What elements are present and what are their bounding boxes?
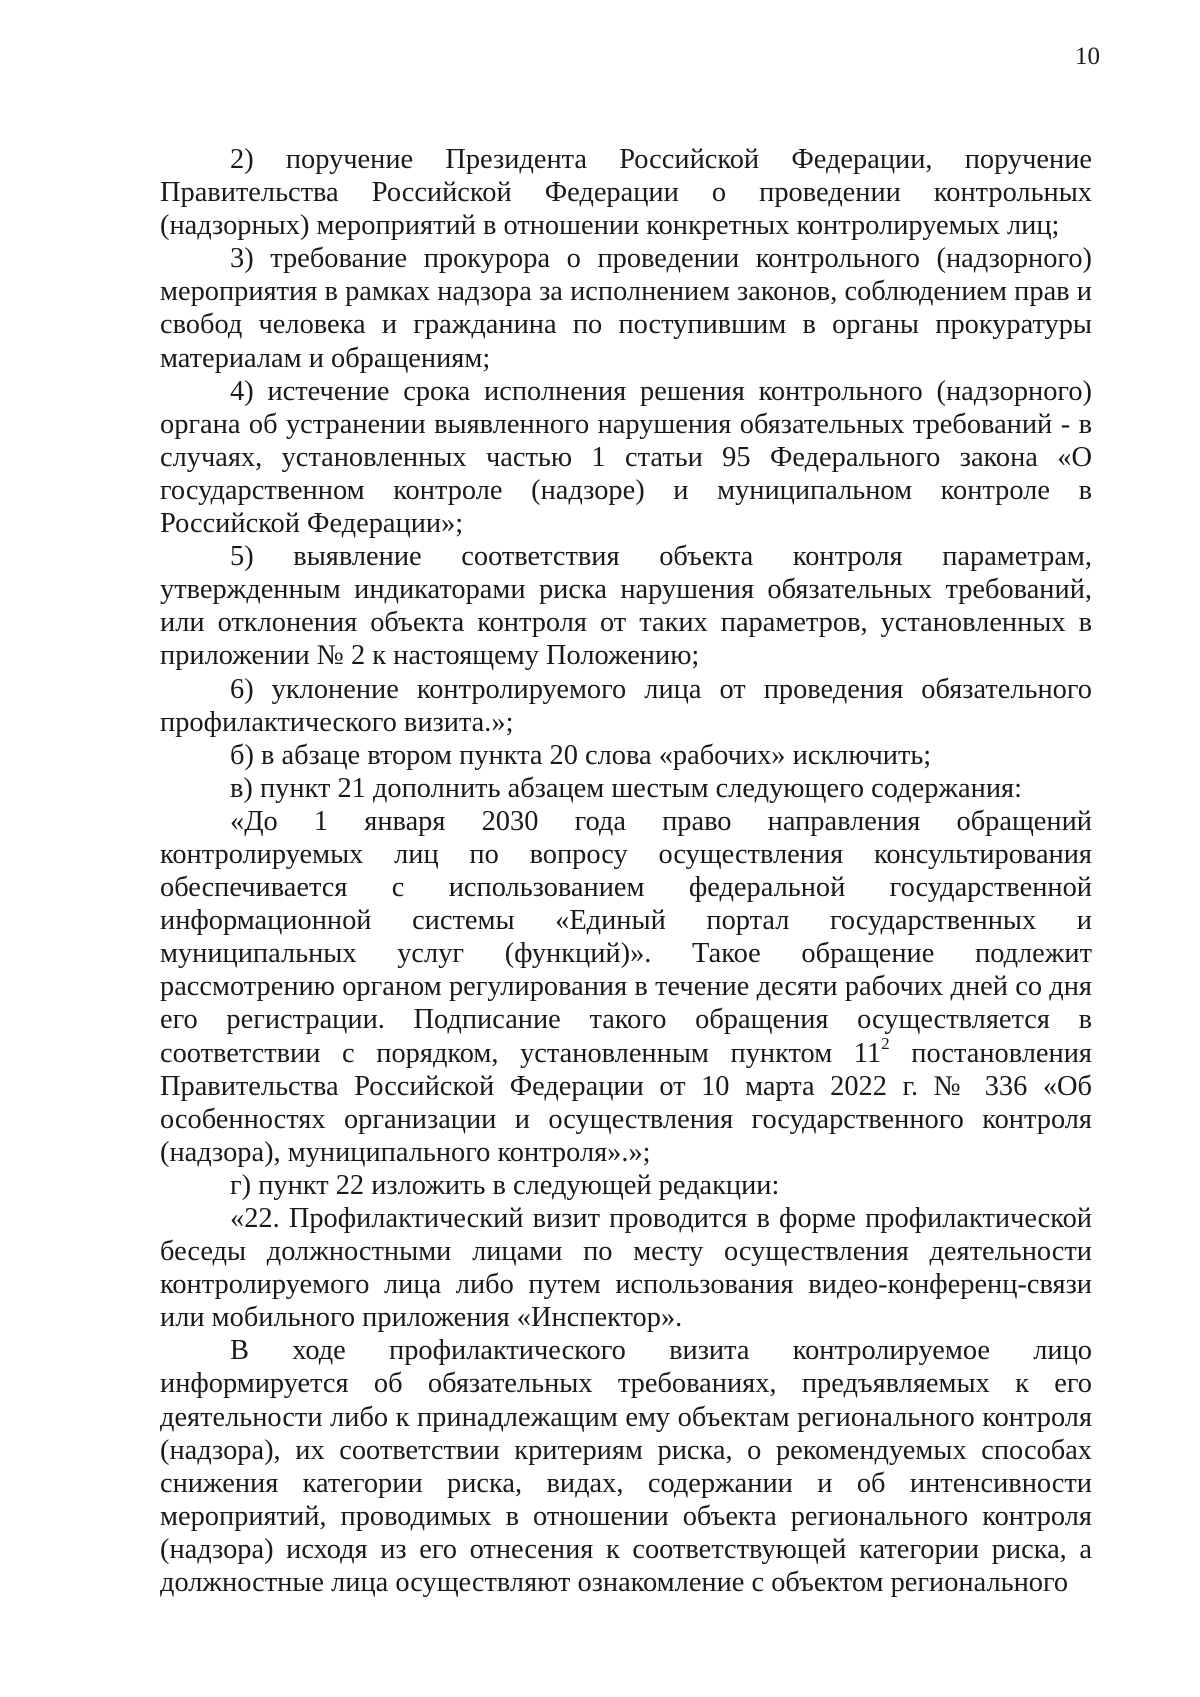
paragraph-visit-details: В ходе профилактического визита контролируемое лицо информируется об обязательных требованиях, предъявляемых к его деятельности либо к принадлежащим ему объектам регионального контроля (надзора), их соответствии критериям риска, о рекомендуемых способах снижения категории риска, видах, содержании и об интенсивности мероприятий, проводимых в отношении объекта регионального контроля (надзора) исходя из его отнесения к соответствующей категории риска, а должностные лица осуществляют ознакомление с объектом регионального <box>160 1335 1092 1599</box>
paragraph-amendment-b: б) в абзаце втором пункта 20 слова «рабочих» исключить; <box>230 739 932 771</box>
paragraph-item-3: 3) требование прокурора о проведении контрольного (надзорного) мероприятия в рамках надзора за исполнением законов, соблюдением прав и свобод человека и гражданина по поступившим в органы прокуратуры материалам и обращениям; <box>160 243 1092 374</box>
paragraph-amendment-v: в) пункт 21 дополнить абзацем шестым следующего содержания: <box>230 772 1022 804</box>
paragraph-item-5: 5) выявление соответствия объекта контроля параметрам, утвержденным индикаторами риска нарушения обязательных требований, или отклонения объекта контроля от таких параметров, установленных в приложении № 2 к настоящему Положению; <box>160 541 1092 672</box>
paragraph-text-part: «До 1 января 2030 года право направления обращений контролируемых лиц по вопросу осуществления консультирования обеспечивается с использованием федеральной государственной информационной системы «Единый портал государственных и муниципальных услуг (функций)». Такое обращение подлежит рассмотрению органом регулирования в течение десяти рабочих дней со дня его регистрации. Подписание такого обращения осуществляется в соответствии с порядком, установленным пунктом 11 <box>160 805 1092 1069</box>
document-body <box>160 143 1092 1599</box>
superscript-index: 2 <box>881 1033 890 1053</box>
paragraph-item-4: 4) истечение срока исполнения решения контрольного (надзорного) органа об устранении выявленного нарушения обязательных требований - в случаях, установленных частью 1 статьи 95 Федерального закона «О государственном контроле (надзоре) и муниципальном контроле в Российской Федерации»; <box>160 375 1092 540</box>
paragraph-item-6: 6) уклонение контролируемого лица от проведения обязательного профилактического визита.»; <box>160 673 1092 738</box>
paragraph-clause-22: «22. Профилактический визит проводится в форме профилактической беседы должностными лицами по месту осуществления деятельности контролируемого лица либо путем использования видео-конференц-связи или мобильного приложения «Инспектор». <box>160 1203 1092 1334</box>
paragraph-consultation-appeals <box>160 805 1092 1169</box>
page-number: 10 <box>1075 43 1100 70</box>
paragraph-text-part: постановления Правительства Российской Федерации от 10 марта 2022 г. № 336 «Об особенностях организации и осуществления государственного контроля (надзора), муниципального контроля».»; <box>160 1037 1092 1168</box>
paragraph-amendment-g: г) пункт 22 изложить в следующей редакции: <box>230 1169 780 1201</box>
paragraph-item-2: 2) поручение Президента Российской Федерации, поручение Правительства Российской Федерации о проведении контрольных (надзорных) мероприятий в отношении конкретных контролируемых лиц; <box>160 144 1092 242</box>
